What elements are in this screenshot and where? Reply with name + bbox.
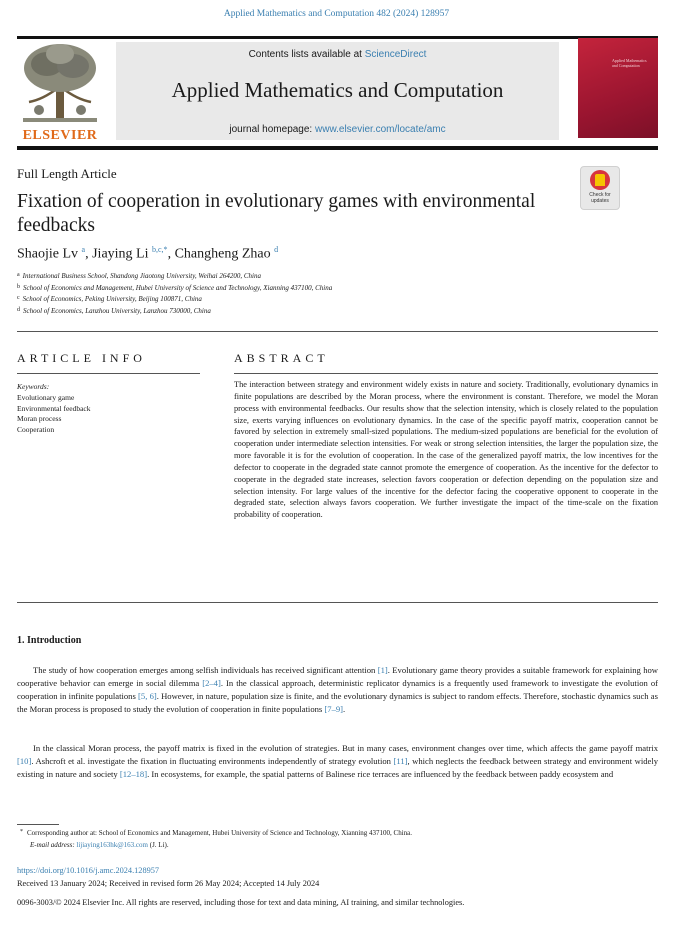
author-affil-marker[interactable]: a [81, 245, 86, 254]
tree-logo-icon [17, 40, 103, 126]
elsevier-wordmark: ELSEVIER [22, 128, 98, 143]
author-name[interactable]: Shaojie Lv [17, 246, 79, 262]
citation-link[interactable]: [12–18] [119, 768, 148, 779]
keywords-label: Keywords: [17, 382, 50, 391]
citation-link[interactable]: [2–4] [202, 677, 221, 688]
badge-label: Check for updates [589, 192, 611, 204]
footnote-rule [17, 824, 59, 825]
article-title: Fixation of cooperation in evolutionary games with environmental feedbacks [17, 191, 536, 236]
keyword: Cooperation [17, 424, 55, 434]
author-affil-marker[interactable]: d [274, 245, 279, 254]
author-list: Shaojie Lv $^a$, Jiaying Li $^{b,c,*}$, Changheng Zhao $^d$ [17, 245, 279, 262]
abstract-heading: ABSTRACT [234, 351, 329, 365]
citation-link[interactable]: [11] [393, 755, 408, 766]
article-info-heading: ARTICLE INFO [17, 351, 146, 365]
abstract-bottom-rule [17, 602, 658, 603]
sciencedirect-link[interactable]: ScienceDirect [364, 49, 427, 60]
check-updates-icon [590, 170, 610, 190]
citation-link[interactable]: [1] [377, 665, 388, 675]
journal-homepage-link[interactable]: www.elsevier.com/locate/amc [315, 124, 446, 135]
elsevier-logo[interactable] [17, 40, 103, 144]
email-line: E-mail address: lijiaying163hk@163.com (J. Li). [30, 841, 169, 849]
copyright-notice: 0096-3003/© 2024 Elsevier Inc. All rights are reserved, including those for text and data mining, AI training, and similar technologies. [17, 898, 465, 907]
affiliation-item: b School of Economics and Management, Hubei University of Science and Technology, Xianning 437100, China [17, 283, 333, 292]
keyword: Evolutionary game [17, 393, 75, 402]
keywords-list [17, 393, 91, 435]
affiliations [17, 270, 617, 316]
abstract-rule [234, 373, 658, 374]
received-dates: Received 13 January 2024; Received in revised form 26 May 2024; Accepted 14 July 2024 [17, 879, 320, 888]
article-info-rule [17, 373, 200, 374]
section-heading-introduction: 1. Introduction [17, 635, 82, 646]
affiliation-item: d School of Economics, Lanzhou University, Lanzhou 730000, China [17, 306, 211, 315]
doi-link[interactable]: https://doi.org/10.1016/j.amc.2024.128957 [17, 866, 160, 875]
homepage-line: journal homepage: www.elsevier.com/locate/amc [229, 124, 446, 135]
intro-paragraph-2: In the classical Moran process, the payoff matrix is fixed in the evolution of strategies. But in many cases, environment changes over time, which affects the game payoff matrix [10]. Ashcroft et al. investigate the fixation in fluctuating environments independently of strategy evolution [11], which neglects the feedback between strategy and environment widely existing in nature and society [12–18]. In ecosystems, for example, the spatial patterns of Balinese rice terraces are influenced by the feedback between paddy ecosystem and [17, 743, 659, 779]
affiliation-item: c School of Economics, Peking University, Beijing 100871, China [17, 295, 202, 303]
email-link[interactable]: lijiaying163hk@163.com [76, 841, 148, 849]
author-affil-marker[interactable]: b,c,* [152, 245, 168, 254]
author-name[interactable]: Jiaying Li [92, 246, 149, 262]
corresponding-author-note: * Corresponding author at: School of Economics and Management, Hubei University of Science and Technology, Xianning 437100, China. [20, 829, 413, 837]
keyword: Moran process [17, 414, 62, 423]
journal-title: Applied Mathematics and Computation [171, 78, 504, 102]
check-for-updates-badge[interactable] [580, 166, 620, 210]
intro-paragraph-1: The study of how cooperation emerges among selfish individuals has received significant attention [1]. Evolutionary game theory provides a suitable framework for explaining how cooperative behavior can emerge in social dilemma [2–4]. In the classical approach, deterministic replicator dynamics is a frequently used framework to investigate the evolution of cooperation in infinite populations [5, 6]. However, in nature, population size is finite, and the evolutionary dynamics is subject to random effects. Therefore, stochastic dynamics such as the Moran process is proposed to study the evolution of cooperation in finite populations [7–9]. [17, 665, 658, 714]
citation-link[interactable]: [7–9] [324, 703, 344, 714]
masthead [17, 36, 658, 146]
affiliation-item: a International Business School, Shandong Jiaotong University, Weihai 264200, China [17, 272, 261, 280]
cover-title: Applied Mathematics and Computation [612, 58, 647, 68]
journal-cover-thumbnail[interactable] [578, 38, 658, 138]
author-name[interactable]: Changheng Zhao [174, 246, 271, 262]
citation-link[interactable]: [10] [17, 755, 32, 766]
header-divider [17, 331, 658, 332]
citation-link[interactable]: [5, 6] [138, 690, 157, 701]
keyword: Environmental feedback [17, 403, 91, 413]
article-type: Full Length Article [17, 166, 117, 181]
contents-line: Contents lists available at ScienceDirect [248, 49, 427, 60]
running-head: Applied Mathematics and Computation 482 (2024) 128957 [223, 9, 450, 19]
journal-banner [116, 42, 559, 140]
abstract-text: The interaction between strategy and environment widely exists in nature and society. Traditionally, evolutionary dynamics in finite populations are described by the Moran process, where the environment is constant. Therefore, we model the Moran process with environmental feedbacks. Our results show that the selection intensity, which is closely related to the population size, exerts varying influences on evolutionary dynamics. In the case of the specific payoff matrix, cooperation cannot be favored by selection in extremely small-sized populations. The medium-sized populations are beneficial for the evolution of cooperation under intermediate selection intensities. For weak or strong selection intensities, the larger the population size, the more favorable it is for the evolution of cooperation. In the case of the generalized payoff matrix, the low incentives for the defector to cooperate in the degraded state cannot promote the emergence of cooperation. As the incentive for the defector to cooperate in the degraded state increases, selection favors cooperation or defection depending on the population size and selection intensity. For large values of the incentive for the defector facing the cooperative opponent to cooperate in the degraded state, selection always favors cooperation. We further investigate the impact of the time-scale on the fixation probability of cooperation. [234, 380, 658, 520]
masthead-bottom-rule [17, 146, 658, 150]
